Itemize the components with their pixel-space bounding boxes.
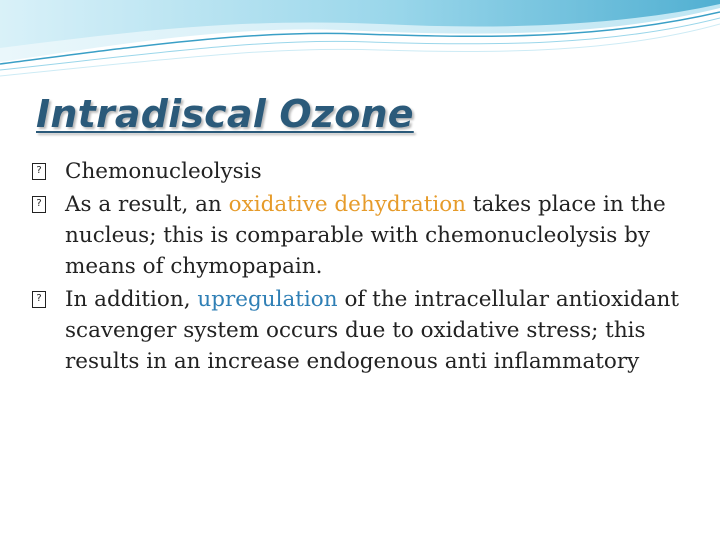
bullet-text-lead: In addition,	[65, 287, 198, 312]
bullet-text-rest: takes place in the nucleus; this is comparable with chemonucleolysis by means of chymopapain.	[65, 192, 666, 279]
missing-glyph-bullet-icon: ?	[32, 196, 46, 213]
missing-glyph-bullet-icon: ?	[32, 163, 46, 180]
bullet-text: Chemonucleolysis	[65, 159, 262, 184]
bullet-item-chemonucleolysis	[32, 156, 692, 187]
bullet-item-upregulation	[32, 284, 692, 377]
bullet-item-oxidative-dehydration	[32, 189, 692, 282]
header-wave-decoration	[0, 0, 720, 90]
slide-body	[32, 156, 692, 379]
bullet-text-lead: As a result, an	[65, 192, 229, 217]
slide-title: Intradiscal Ozone	[36, 92, 414, 136]
highlight-upregulation: upregulation	[197, 287, 338, 312]
bullet-text-rest: of the intracellular antioxidant scavenger system occurs due to oxidative stress; this results in an increase endogenous anti inflammatory	[65, 287, 680, 374]
highlight-oxidative-dehydration: oxidative dehydration	[228, 192, 467, 217]
missing-glyph-bullet-icon: ?	[32, 291, 46, 308]
